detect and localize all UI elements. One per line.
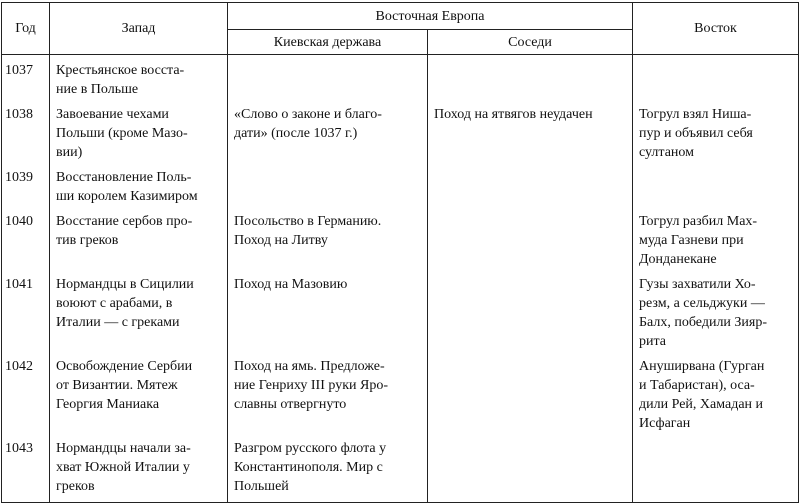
year-cell: 1040: [2, 210, 50, 273]
kiev-cell: «Слово о законе и благо- дати» (после 1037 г.): [228, 103, 428, 166]
header-year: Год: [2, 3, 50, 55]
kiev-cell: [228, 55, 428, 104]
header-west: Запад: [50, 3, 228, 55]
neighbors-cell: [428, 273, 633, 355]
east-cell: Тогрул разбил Мах- муда Газневи при Донданекане: [633, 210, 799, 273]
kiev-cell: Поход на ямь. Предложе- ние Генриху III руки Яро- славны отвергнуто: [228, 355, 428, 437]
header-east: Восток: [633, 3, 799, 55]
east-cell: Тогрул взял Ниша- пур и объявил себя султаном: [633, 103, 799, 166]
table-row: [2, 55, 799, 104]
kiev-cell: [228, 166, 428, 210]
neighbors-cell: [428, 355, 633, 437]
east-cell: Гузы захватили Хо- резм, а сельджуки — Балх, победили Зияр- рита: [633, 273, 799, 355]
kiev-cell: Посольство в Германию. Поход на Литву: [228, 210, 428, 273]
header-eastern-europe: Восточная Европа: [228, 3, 633, 30]
east-cell: [633, 437, 799, 503]
table-header: [2, 3, 799, 55]
year-cell: 1042: [2, 355, 50, 437]
west-cell: Крестьянское восста- ние в Польше: [50, 55, 228, 104]
neighbors-cell: Поход на ятвягов неудачен: [428, 103, 633, 166]
kiev-cell: Поход на Мазовию: [228, 273, 428, 355]
neighbors-cell: [428, 166, 633, 210]
year-cell: 1041: [2, 273, 50, 355]
table-row: [2, 103, 799, 166]
year-cell: 1038: [2, 103, 50, 166]
east-cell: [633, 166, 799, 210]
table-row: [2, 437, 799, 503]
header-kievan-state: Киевская держава: [228, 30, 428, 55]
east-cell: Ануширвана (Гурган и Табаристан), оса- дили Рей, Хамадан и Исфаган: [633, 355, 799, 437]
west-cell: Завоевание чехами Польши (кроме Мазо- вии): [50, 103, 228, 166]
table-row: [2, 210, 799, 273]
table-row: [2, 355, 799, 437]
east-cell: [633, 55, 799, 104]
west-cell: Освобождение Сербии от Византии. Мятеж Георгия Маниака: [50, 355, 228, 437]
year-cell: 1039: [2, 166, 50, 210]
neighbors-cell: [428, 437, 633, 503]
table-body: [2, 55, 799, 503]
table-row: [2, 166, 799, 210]
year-cell: 1037: [2, 55, 50, 104]
chronology-table: [1, 2, 799, 503]
header-neighbors: Соседи: [428, 30, 633, 55]
neighbors-cell: [428, 55, 633, 104]
neighbors-cell: [428, 210, 633, 273]
kiev-cell: Разгром русского флота у Константинополя. Мир с Польшей: [228, 437, 428, 503]
year-cell: 1043: [2, 437, 50, 503]
west-cell: Восстание сербов про- тив греков: [50, 210, 228, 273]
west-cell: Восстановление Поль- ши королем Казимиром: [50, 166, 228, 210]
table-row: [2, 273, 799, 355]
west-cell: Нормандцы начали за- хват Южной Италии у греков: [50, 437, 228, 503]
west-cell: Нормандцы в Сицилии воюют с арабами, в Италии — с греками: [50, 273, 228, 355]
